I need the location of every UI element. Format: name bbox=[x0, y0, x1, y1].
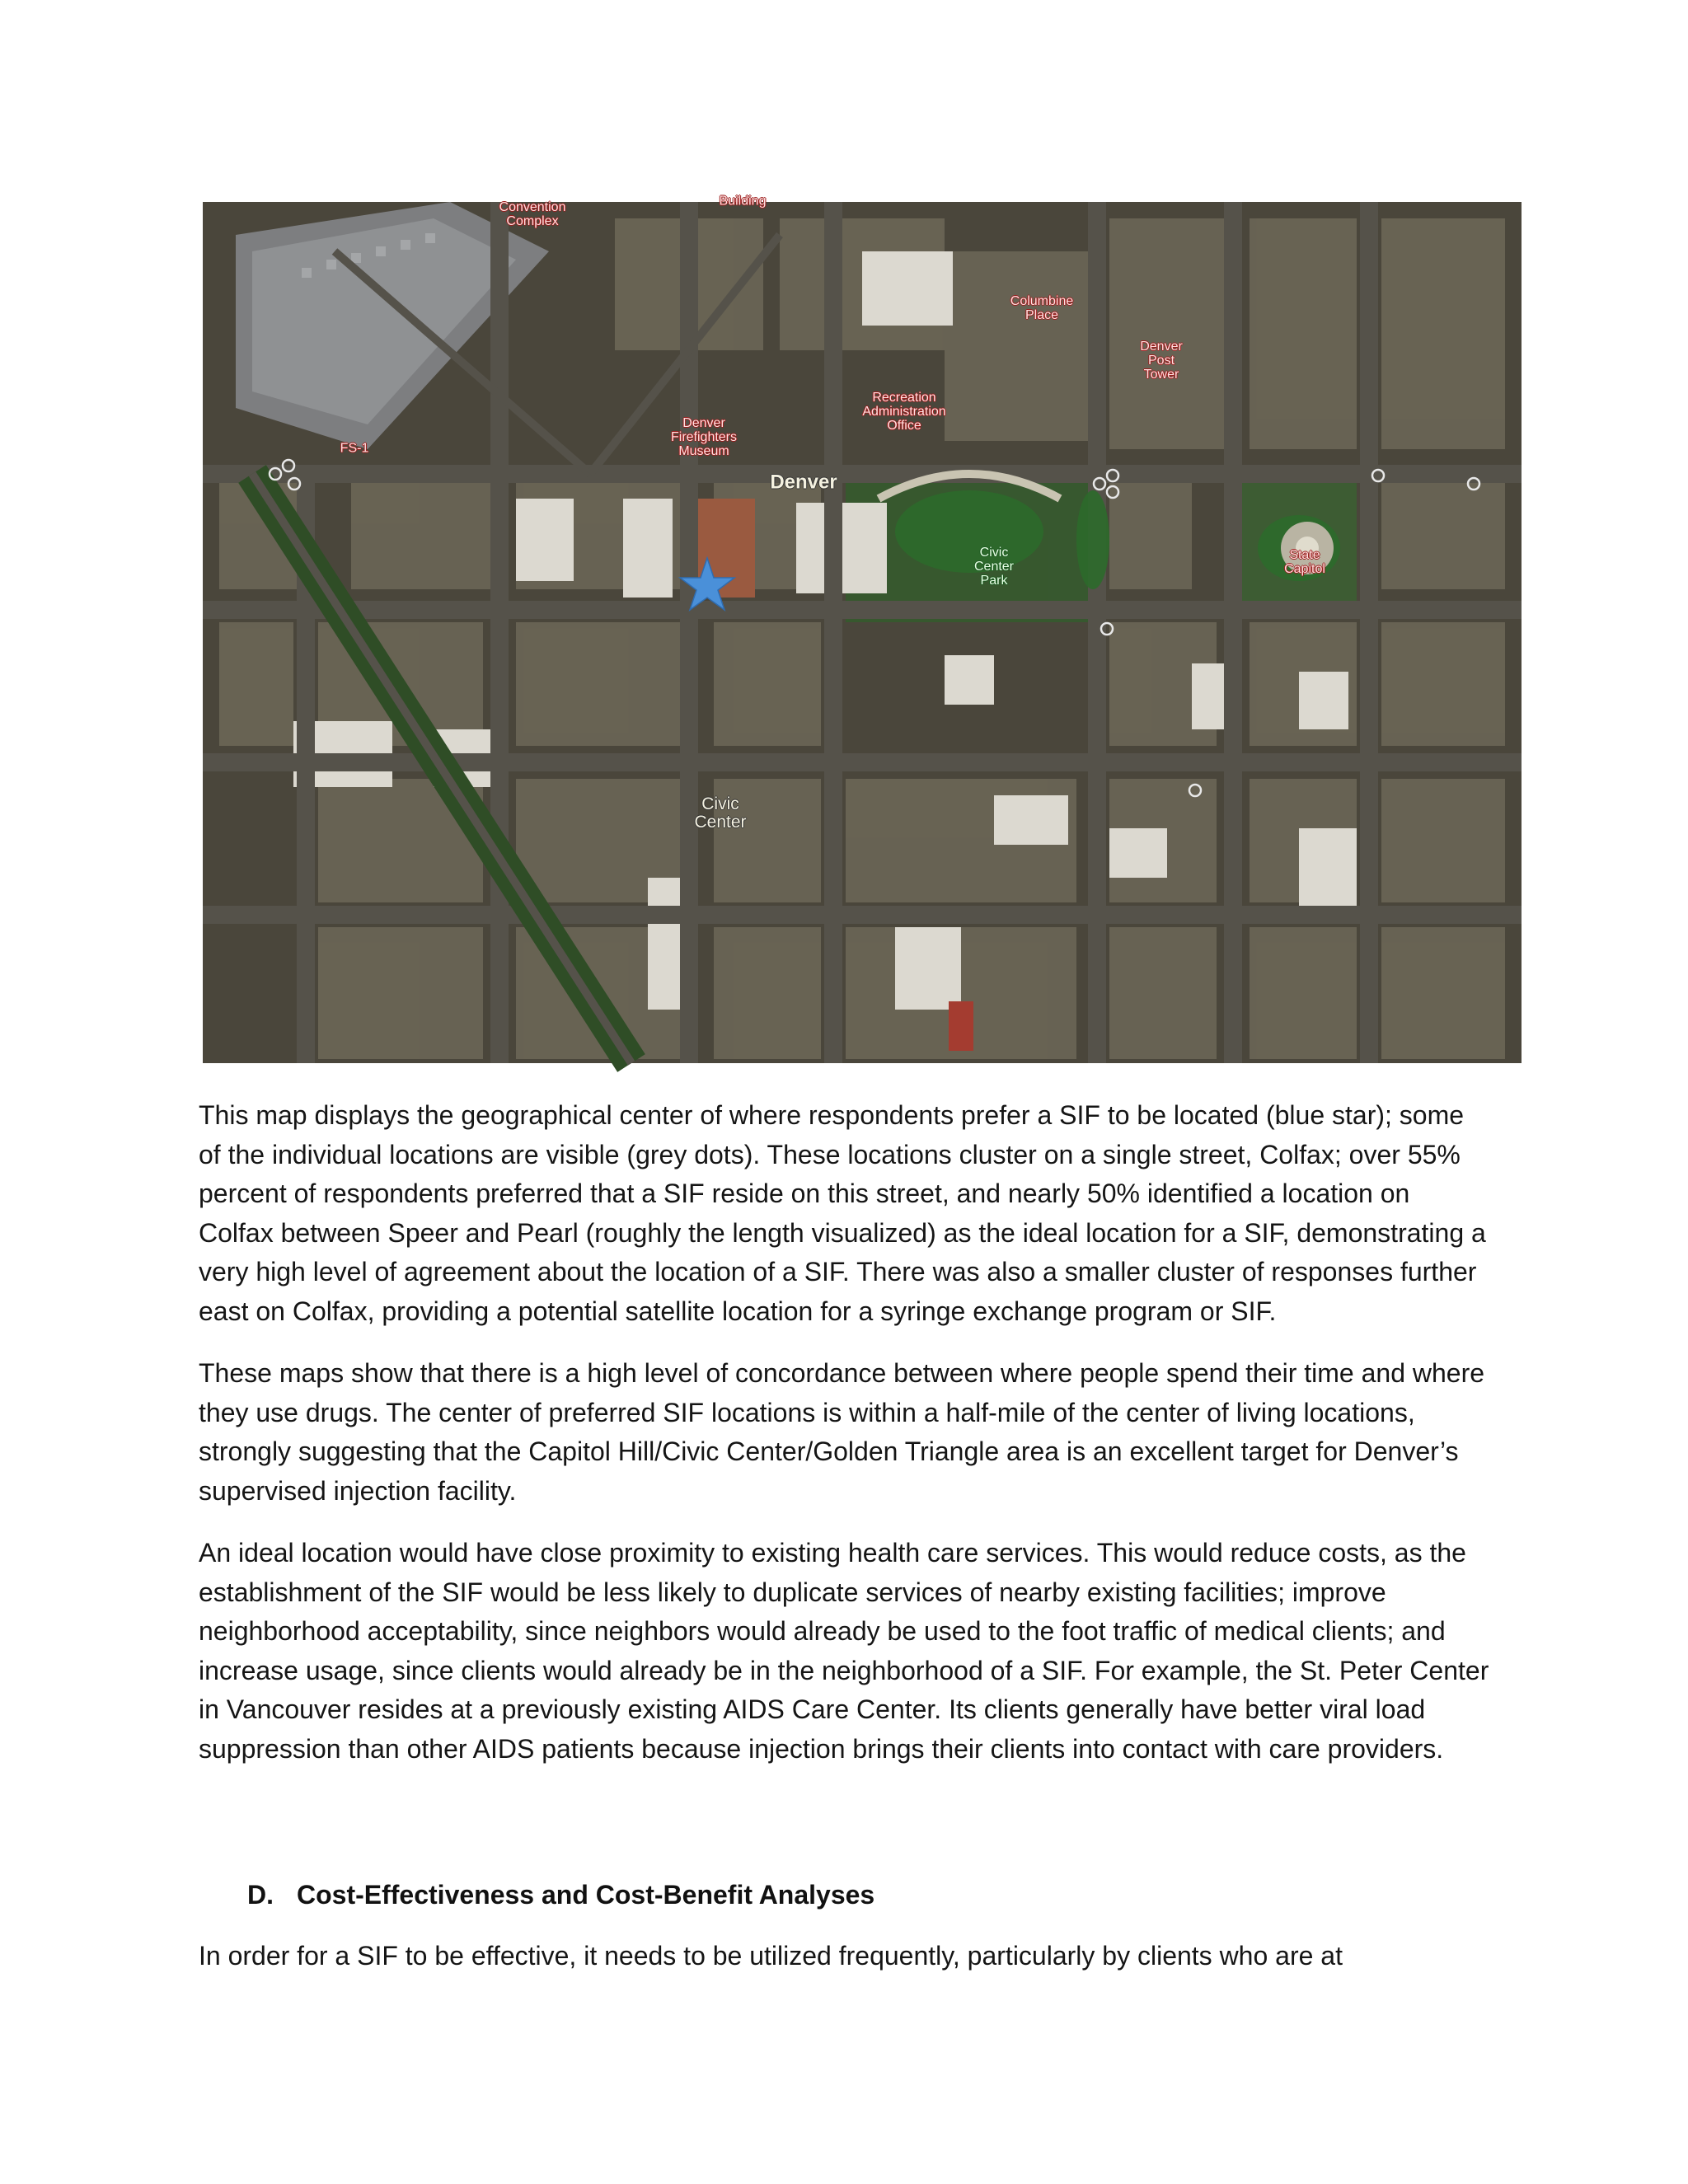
body-text-continued bbox=[199, 1937, 1489, 1999]
label-denver-firefighters-museum: Denver Firefighters Museum bbox=[670, 415, 738, 458]
paragraph-effectiveness: In order for a SIF to be effective, it needs to be utilized frequently, particularly by clients who are at bbox=[199, 1941, 1343, 1971]
label-denver: Denver bbox=[770, 471, 837, 494]
label-building: Building bbox=[719, 194, 767, 209]
section-heading-text: Cost-Effectiveness and Cost-Benefit Analyses bbox=[297, 1880, 875, 1910]
paragraph-map-description: This map displays the geographical center of where respondents prefer a SIF to be located (blue star); some of the individual locations are visible (grey dots). These locations cluster on a single street, Colfax; over 55% percent of respondents preferred that a SIF reside on this street, and nearly 50% identified a location on Colfax between Speer and Pearl (roughly the length visualized) as the ideal location for a SIF, demonstrating a very high level of agreement about the location of a SIF. There was also a smaller cluster of responses further east on Colfax, providing a potential satellite location for a syringe exchange program or SIF. bbox=[199, 1100, 1486, 1326]
label-state-capitol: State Capitol bbox=[1284, 548, 1325, 576]
label-recreation-admin-office: Recreation Administration Office bbox=[862, 390, 946, 433]
section-heading bbox=[247, 1876, 874, 1915]
label-denver-post-tower: Denver Post Tower bbox=[1140, 339, 1183, 382]
body-text bbox=[199, 1096, 1489, 1792]
label-fs1: FS-1 bbox=[340, 441, 369, 456]
label-columbine-place: Columbine Place bbox=[1010, 294, 1074, 322]
satellite-map bbox=[203, 194, 1522, 1063]
label-civic-center: Civic Center bbox=[694, 794, 747, 832]
paragraph-ideal-location: An ideal location would have close proximity to existing health care services. This would reduce costs, as the establishment of the SIF would be less likely to duplicate services of nearby existing facilities; improve neighborhood acceptability, since neighbors would already be used to the foot traffic of medical clients; and increase usage, since clients would already be in the neighborhood of a SIF. For example, the St. Peter Center in Vancouver resides at a previously existing AIDS Care Center. Its clients generally have better viral load suppression than other AIDS patients because injection brings their clients into contact with care providers. bbox=[199, 1538, 1489, 1764]
section-heading-letter: D. bbox=[247, 1880, 274, 1910]
label-convention-complex: Convention Complex bbox=[499, 200, 566, 228]
label-civic-center-park: Civic Center Park bbox=[973, 545, 1015, 588]
paragraph-concordance: These maps show that there is a high level of concordance between where people spend their time and where they use drugs. The center of preferred SIF locations is within a half-mile of the center of living locations, strongly suggesting that the Capitol Hill/Civic Center/Golden Triangle area is an excellent target for Denver’s supervised injection facility. bbox=[199, 1358, 1485, 1506]
map-imagery bbox=[203, 202, 1522, 1063]
